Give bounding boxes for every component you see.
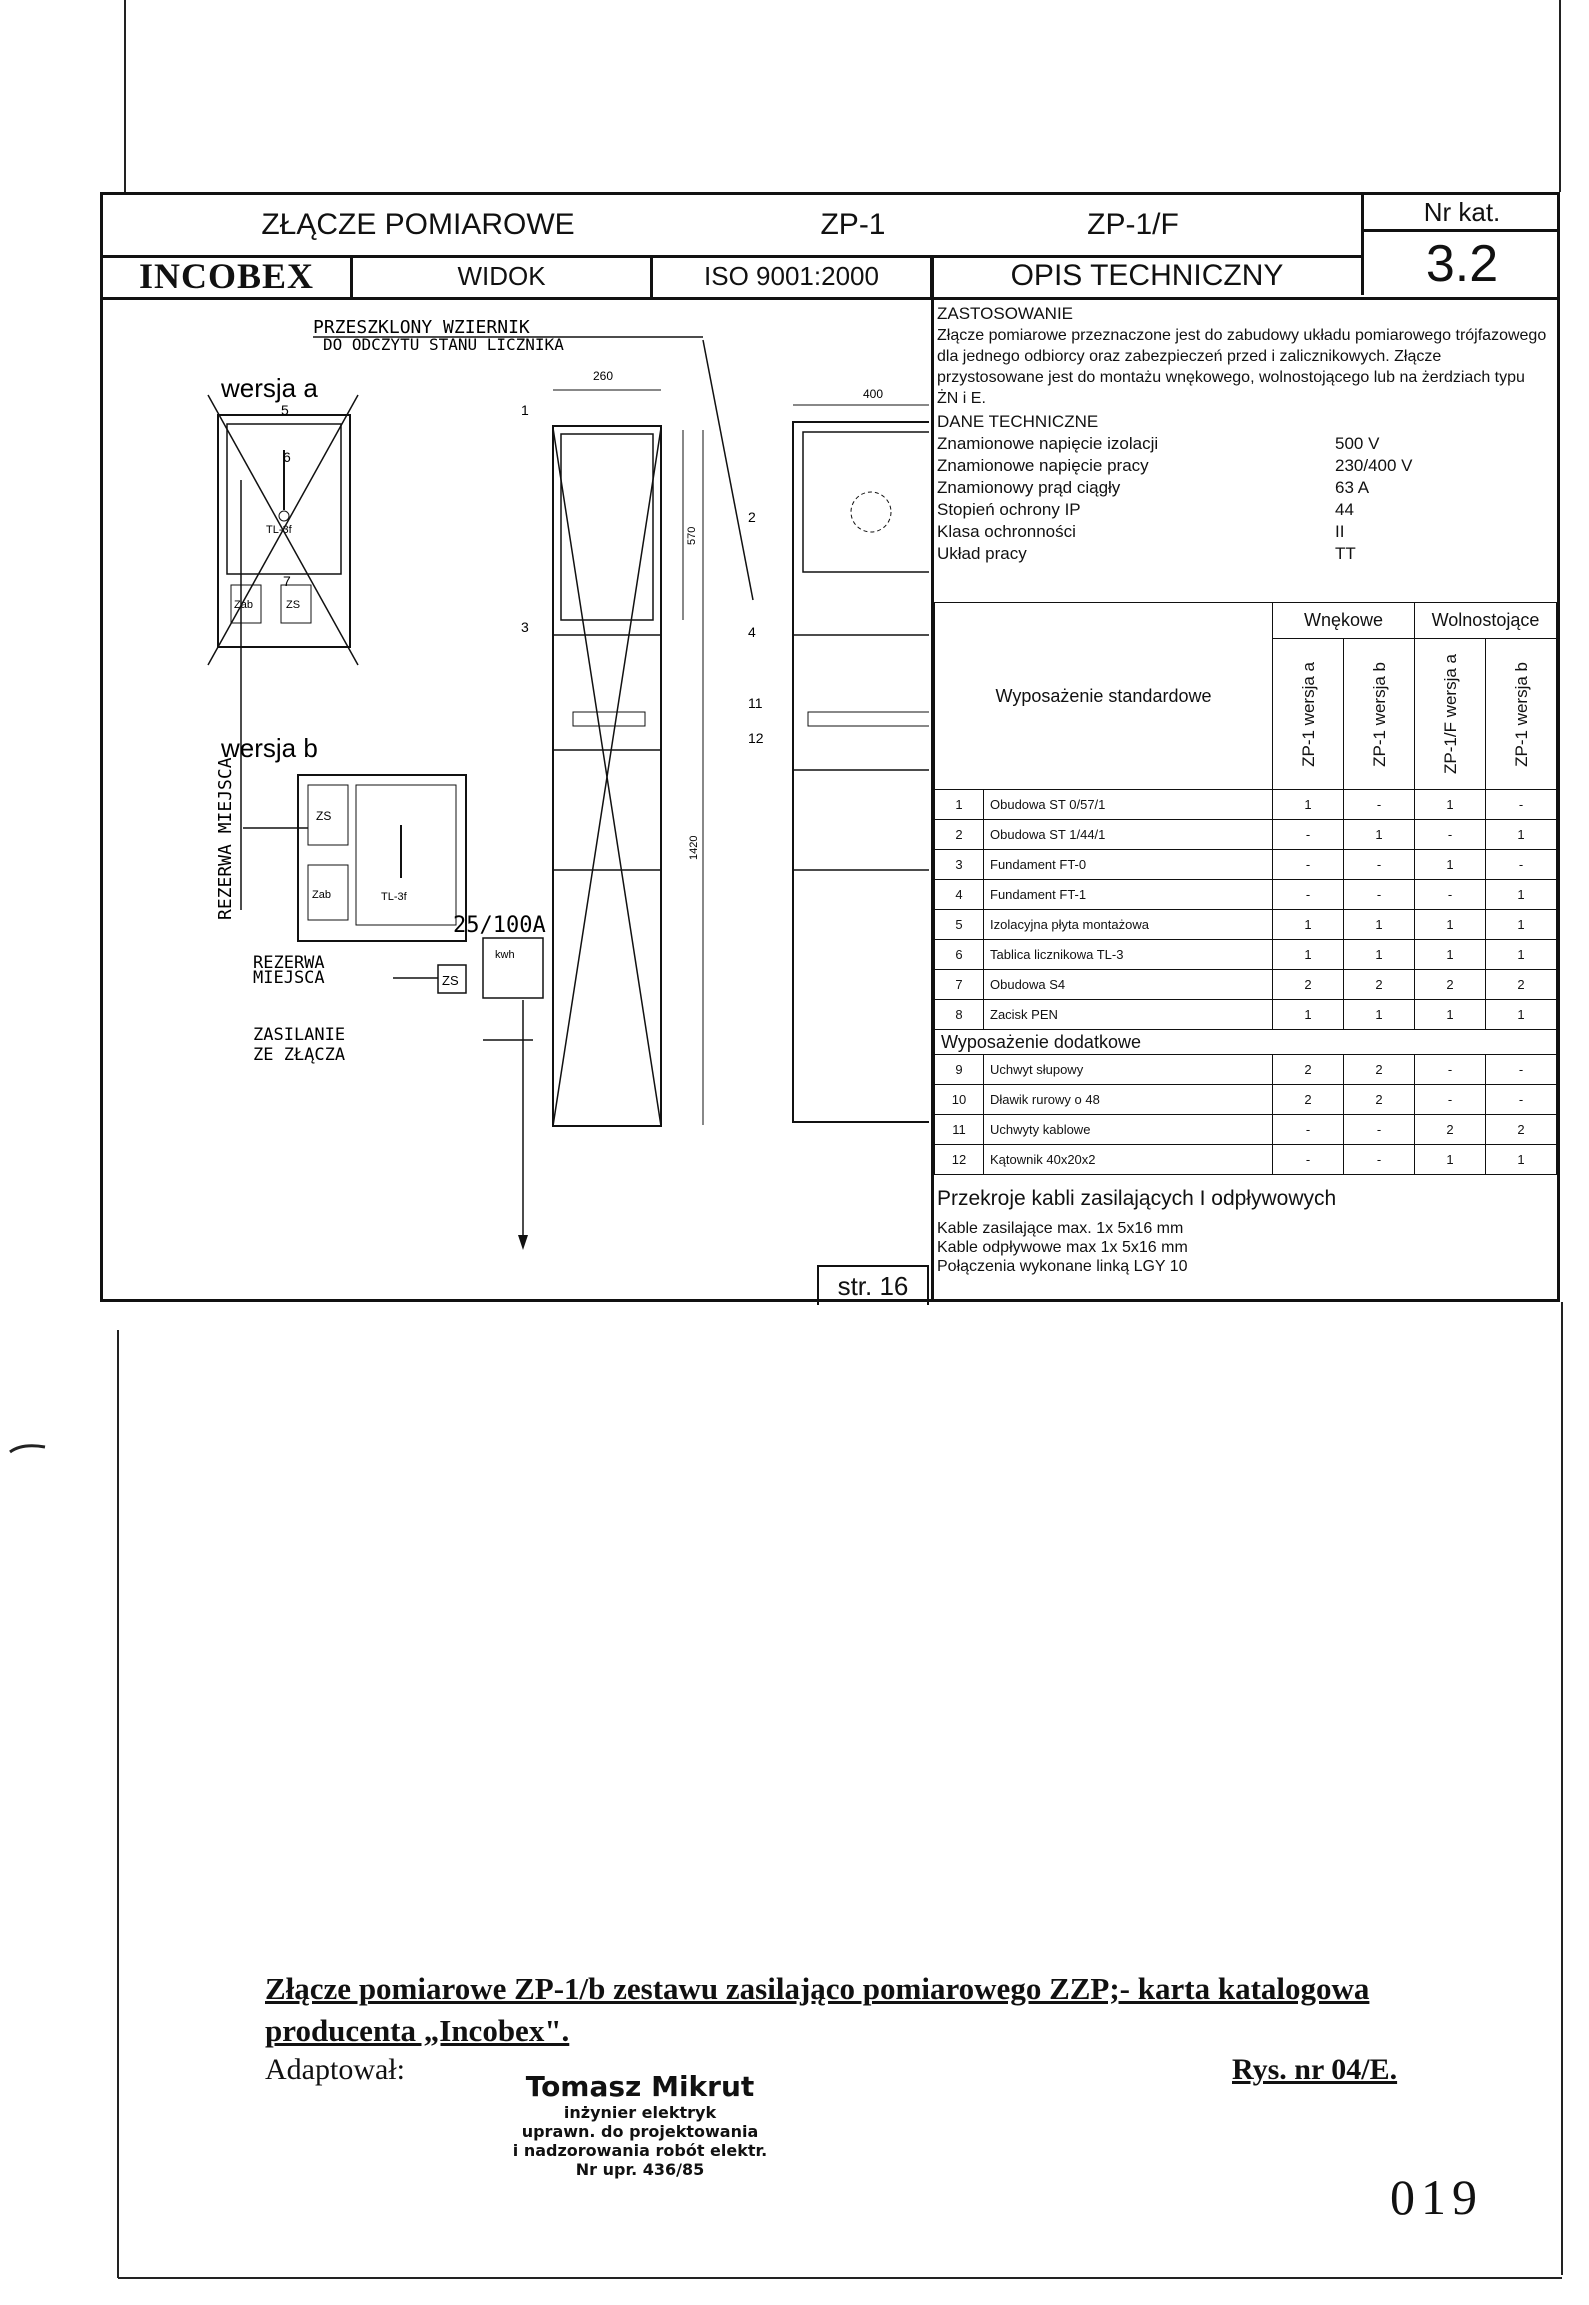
item-qty: 2: [1273, 1055, 1344, 1085]
callout-numbers: [281, 402, 764, 746]
param-name: Stopień ochrony IP: [937, 500, 1081, 519]
row-number: 8: [935, 1000, 984, 1030]
item-qty: 1: [1344, 910, 1415, 940]
row-number: 5: [935, 910, 984, 940]
item-qty: 1: [1486, 940, 1557, 970]
callout-4: 4: [748, 624, 756, 640]
param-name: Klasa ochronności: [937, 522, 1076, 541]
iso-label: ISO 9001:2000: [653, 255, 933, 297]
item-qty: -: [1486, 1085, 1557, 1115]
item-qty: -: [1273, 1145, 1344, 1175]
dane-title: DANE TECHNICZNE: [937, 412, 1099, 431]
item-qty: -: [1486, 790, 1557, 820]
page-number: 019: [1390, 2169, 1483, 2225]
zasilanie-line1: ZASILANIE: [253, 1025, 346, 1045]
item-qty: 1: [1415, 1000, 1486, 1030]
cables-line2: Kable odpływowe max 1x 5x16 mm: [937, 1239, 1188, 1256]
stamp-line2: uprawn. do projektowania: [521, 2122, 759, 2141]
item-qty: 2: [1273, 970, 1344, 1000]
page-reference: str. 16: [817, 1265, 929, 1305]
row-number: 11: [935, 1115, 984, 1145]
param-row: [937, 543, 1557, 565]
additional-header-row: [935, 1030, 1557, 1055]
header-row-title: [103, 195, 1361, 258]
param-value: II: [1335, 522, 1345, 541]
model-zp1: ZP-1: [820, 208, 886, 241]
item-name: Fundament FT-0: [984, 850, 1273, 880]
item-name: Uchwyt słupowy: [984, 1055, 1273, 1085]
adapted-label: Adaptował:: [265, 2053, 405, 2086]
item-qty: -: [1344, 790, 1415, 820]
technical-drawing: [103, 300, 929, 1300]
tl3f-b: TL-3f: [381, 891, 407, 903]
kwh-label: kwh: [495, 949, 515, 961]
nr-kat-label: Nr kat.: [1364, 195, 1560, 232]
annotation-line1: PRZESZKLONY WZIERNIK: [313, 317, 530, 338]
item-name: Dławik rurowy o 48: [984, 1085, 1273, 1115]
param-value: 500 V: [1335, 434, 1380, 453]
table-row: [935, 1115, 1557, 1145]
item-qty: 1: [1344, 820, 1415, 850]
dim-1420: 1420: [688, 835, 700, 860]
param-row: [937, 433, 1557, 455]
col-header: ZP-1/F wersja a: [1415, 639, 1486, 790]
cables-section: [937, 1187, 1557, 1276]
stamp-name: Tomasz Mikrut: [525, 2070, 755, 2103]
additional-label: Wyposażenie dodatkowe: [935, 1030, 1557, 1055]
stamp-line1: inżynier elektryk: [563, 2103, 717, 2122]
param-name: Znamionowy prąd ciągły: [937, 478, 1121, 497]
zasilanie-line2: ZE ZŁĄCZA: [253, 1045, 346, 1065]
item-qty: 1: [1273, 790, 1344, 820]
item-name: Izolacyjna płyta montażowa: [984, 910, 1273, 940]
item-qty: -: [1273, 880, 1344, 910]
params-list: [937, 433, 1557, 565]
param-value: 63 A: [1335, 478, 1370, 497]
row-number: 3: [935, 850, 984, 880]
catalog-number-box: [1361, 195, 1560, 295]
item-qty: 2: [1415, 1115, 1486, 1145]
table-row: [935, 1085, 1557, 1115]
table-row: [935, 1145, 1557, 1175]
table-row: [935, 1000, 1557, 1030]
table-row: [935, 910, 1557, 940]
item-qty: -: [1415, 1085, 1486, 1115]
caption-line1: Złącze pomiarowe ZP-1/b zestawu zasilająco pomiarowego ZZP;- karta katalogowa: [265, 1971, 1370, 2006]
item-name: Tablica licznikowa TL-3: [984, 940, 1273, 970]
item-qty: 2: [1415, 970, 1486, 1000]
nr-kat-value: 3.2: [1425, 235, 1499, 293]
cables-line1: Kable zasilające max. 1x 5x16 mm: [937, 1220, 1184, 1237]
zs-schematic: ZS: [442, 973, 459, 988]
item-qty: -: [1344, 880, 1415, 910]
side-text: REZERWA MIEJSCA: [215, 757, 236, 920]
dim-570: 570: [686, 526, 698, 545]
table-row: [935, 970, 1557, 1000]
zab-b: Zab: [312, 889, 331, 901]
incobex-logo: INCOBEX: [103, 255, 353, 297]
cables-line3: Połączenia wykonane linką LGY 10: [937, 1258, 1188, 1275]
item-qty: 1: [1486, 1145, 1557, 1175]
item-qty: 1: [1415, 940, 1486, 970]
rezerwa-line1: REZERWA: [253, 953, 325, 973]
item-qty: 1: [1273, 910, 1344, 940]
item-name: Uchwyty kablowe: [984, 1115, 1273, 1145]
item-qty: -: [1344, 1115, 1415, 1145]
table-row: [935, 850, 1557, 880]
callout-3: 3: [521, 619, 529, 635]
std-label: Wyposażenie standardowe: [935, 603, 1273, 790]
cables-title: Przekroje kabli zasilających I odpływowych: [937, 1187, 1337, 1210]
param-value: 230/400 V: [1335, 456, 1413, 475]
dim-260: 260: [593, 369, 614, 383]
row-number: 6: [935, 940, 984, 970]
table-row: [935, 940, 1557, 970]
version-b-label: wersja b: [221, 733, 318, 763]
model-zp1f: ZP-1/F: [1087, 208, 1179, 241]
param-name: Znamionowe napięcie izolacji: [937, 434, 1159, 453]
col-header: ZP-1 wersja b: [1344, 639, 1415, 790]
zs-a: ZS: [286, 599, 301, 611]
param-row: [937, 499, 1557, 521]
version-a-label: wersja a: [221, 373, 318, 403]
tech-description: [937, 303, 1557, 565]
callout-7: 7: [283, 573, 291, 589]
item-qty: 1: [1486, 910, 1557, 940]
fuse-label: 25/100A: [453, 913, 546, 938]
col-header: ZP-1 wersja a: [1273, 639, 1344, 790]
item-qty: 1: [1486, 880, 1557, 910]
row-number: 2: [935, 820, 984, 850]
row-number: 9: [935, 1055, 984, 1085]
callout-2: 2: [748, 509, 756, 525]
item-qty: -: [1344, 850, 1415, 880]
item-qty: 1: [1273, 940, 1344, 970]
equipment-table: [934, 602, 1557, 1175]
sheet-title: ZŁĄCZE POMIAROWE: [261, 208, 575, 241]
item-qty: -: [1415, 1055, 1486, 1085]
figure-reference: Rys. nr 04/E.: [1232, 2053, 1398, 2086]
row-number: 7: [935, 970, 984, 1000]
callout-5: 5: [281, 402, 289, 418]
table-row: [935, 880, 1557, 910]
callout-1: 1: [521, 402, 529, 418]
param-row: [937, 455, 1557, 477]
group-wnekowe: Wnękowe: [1273, 603, 1415, 639]
item-name: Zacisk PEN: [984, 1000, 1273, 1030]
table-row: [935, 1055, 1557, 1085]
item-qty: 2: [1273, 1085, 1344, 1115]
annotation-line2: DO ODCZYTU STANU LICZNIKA: [323, 335, 564, 354]
item-qty: -: [1486, 850, 1557, 880]
item-qty: 1: [1415, 790, 1486, 820]
table-row: [935, 820, 1557, 850]
item-qty: 2: [1344, 1085, 1415, 1115]
item-name: Obudowa S4: [984, 970, 1273, 1000]
item-qty: -: [1415, 820, 1486, 850]
item-name: Fundament FT-1: [984, 880, 1273, 910]
zastosowanie-title: ZASTOSOWANIE: [937, 304, 1074, 323]
item-name: Obudowa ST 1/44/1: [984, 820, 1273, 850]
param-name: Znamionowe napięcie pracy: [937, 456, 1149, 475]
param-value: TT: [1335, 544, 1356, 563]
param-row: [937, 521, 1557, 543]
row-number: 10: [935, 1085, 984, 1115]
item-qty: 1: [1415, 1145, 1486, 1175]
row-number: 4: [935, 880, 984, 910]
item-qty: 1: [1486, 820, 1557, 850]
item-qty: 1: [1344, 940, 1415, 970]
item-qty: 1: [1273, 1000, 1344, 1030]
catalog-sheet: [100, 192, 1560, 1302]
item-qty: -: [1273, 1115, 1344, 1145]
param-row: [937, 477, 1557, 499]
col-header: ZP-1 wersja b: [1486, 639, 1557, 790]
rezerwa-line2: MIEJSCA: [253, 968, 325, 988]
callout-6: 6: [283, 449, 291, 465]
item-qty: 1: [1486, 1000, 1557, 1030]
param-value: 44: [1335, 500, 1354, 519]
stamp-line4: Nr upr. 436/85: [575, 2160, 705, 2179]
tl3f-a: TL-3f: [266, 524, 292, 536]
dim-400: 400: [863, 387, 884, 401]
zastosowanie-text: Złącze pomiarowe przeznaczone jest do zabudowy układu pomiarowego trójfazowego dla jednego odbiorcy oraz zabezpieczeń przed i zalicznikowych. Złącze przystosowane jest do montażu wnękowego, wolnostojącego lub na żerdziach typu ŻN i E.: [937, 327, 1547, 407]
zs-b: ZS: [316, 809, 332, 823]
item-qty: -: [1273, 820, 1344, 850]
param-name: Układ pracy: [937, 544, 1027, 563]
item-qty: 2: [1486, 1115, 1557, 1145]
item-qty: -: [1415, 880, 1486, 910]
row-number: 1: [935, 790, 984, 820]
header-row-sections: [103, 255, 1361, 297]
item-qty: -: [1273, 850, 1344, 880]
engineer-stamp: [460, 2070, 820, 2179]
tech-label: OPIS TECHNICZNY: [1010, 259, 1284, 292]
item-qty: 2: [1486, 970, 1557, 1000]
item-name: Kątownik 40x20x2: [984, 1145, 1273, 1175]
zab-a: Zab: [234, 599, 253, 611]
stamp-line3: i nadzorowania robót elektr.: [512, 2141, 768, 2160]
footer-caption: [265, 1968, 1485, 2052]
item-qty: -: [1486, 1055, 1557, 1085]
view-label: WIDOK: [353, 255, 653, 297]
item-qty: -: [1344, 1145, 1415, 1175]
item-qty: 2: [1344, 970, 1415, 1000]
item-name: Obudowa ST 0/57/1: [984, 790, 1273, 820]
callout-12: 12: [748, 730, 764, 746]
item-qty: 2: [1344, 1055, 1415, 1085]
row-number: 12: [935, 1145, 984, 1175]
table-row: [935, 790, 1557, 820]
callout-11: 11: [748, 695, 763, 711]
group-wolnostojace: Wolnostojące: [1415, 603, 1557, 639]
item-qty: 1: [1415, 910, 1486, 940]
item-qty: 1: [1415, 850, 1486, 880]
caption-line2: producenta „Incobex".: [265, 2013, 570, 2048]
item-qty: 1: [1344, 1000, 1415, 1030]
